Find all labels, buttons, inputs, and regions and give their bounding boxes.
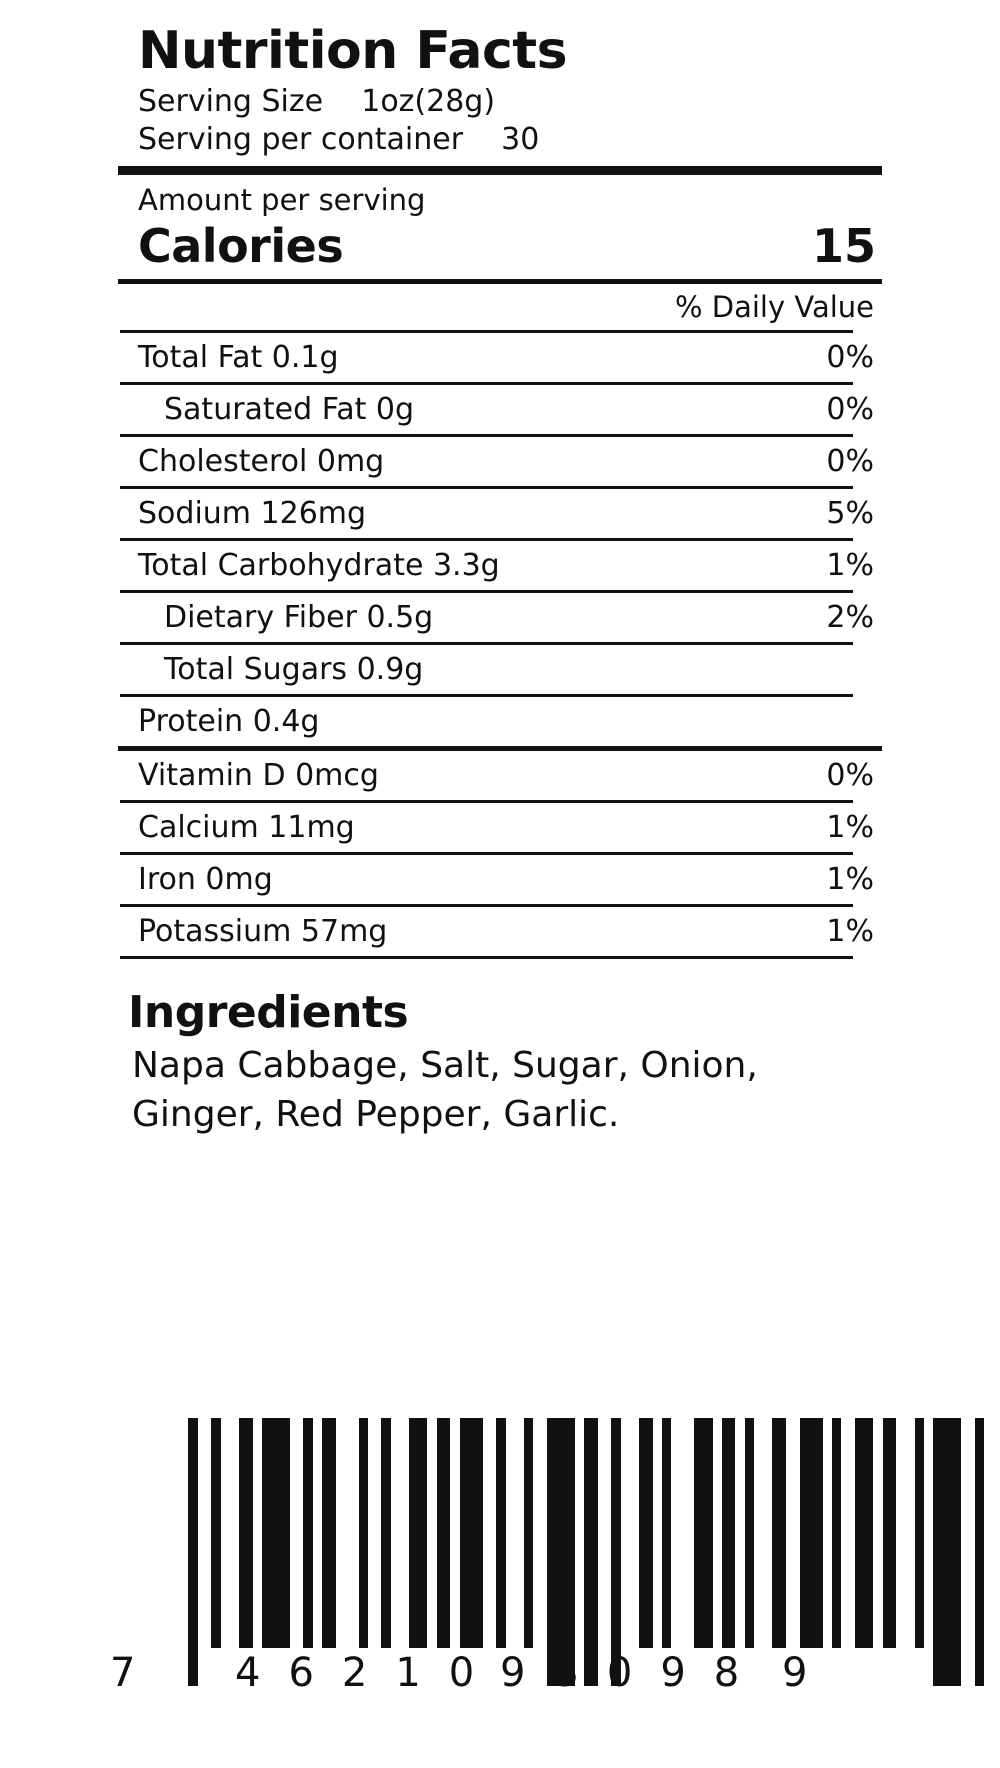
table-row [118, 645, 882, 694]
divider-thick-top [118, 166, 882, 175]
page-title: Nutrition Facts [138, 21, 568, 81]
table-row [118, 593, 882, 642]
nutrient-dv: 0% [826, 340, 874, 376]
barcode-left-group: 46210 [235, 1650, 503, 1696]
nutrient-name: Dietary Fiber 0.5g [164, 600, 434, 636]
barcode-trail-digit: 9 [782, 1650, 808, 1696]
table-row [118, 489, 882, 538]
calories-value: 15 [811, 219, 876, 274]
barcode [110, 1418, 890, 1718]
nutrient-dv: 0% [826, 392, 874, 428]
servings-per-container-text: Serving per container 30 [138, 121, 540, 157]
nutrient-name: Total Fat 0.1g [138, 340, 339, 376]
nutrient-dv: 1% [826, 862, 874, 898]
nutrient-name: Vitamin D 0mcg [138, 758, 379, 794]
nutrient-name: Saturated Fat 0g [164, 392, 415, 428]
nutrient-name: Potassium 57mg [138, 914, 388, 950]
nutrient-dv: 0% [826, 758, 874, 794]
table-row [118, 907, 882, 956]
nutrient-name: Iron 0mg [138, 862, 273, 898]
nutrient-dv: 5% [826, 496, 874, 532]
table-row [118, 541, 882, 590]
nutrient-name: Calcium 11mg [138, 810, 355, 846]
barcode-bars [170, 1418, 984, 1648]
nutrient-name: Cholesterol 0mg [138, 444, 385, 480]
amount-per-serving-label: Amount per serving [138, 183, 426, 218]
nutrient-name: Protein 0.4g [138, 704, 320, 740]
table-row [118, 855, 882, 904]
table-row [118, 437, 882, 486]
table-row [118, 751, 882, 800]
nutrient-dv: 0% [826, 444, 874, 480]
table-row [118, 333, 882, 382]
nutrient-name: Sodium 126mg [138, 496, 367, 532]
daily-value-header: % Daily Value [674, 290, 874, 325]
table-row [118, 385, 882, 434]
table-row [118, 697, 882, 746]
nutrient-name: Total Carbohydrate 3.3g [138, 548, 500, 584]
nutrient-dv: 1% [826, 548, 874, 584]
ingredients-title: Ingredients [128, 987, 409, 1039]
nutrient-name: Total Sugars 0.9g [164, 652, 424, 688]
calories-label: Calories [138, 219, 344, 274]
barcode-right-group: 93098 [500, 1650, 768, 1696]
nutrient-dv: 2% [826, 600, 874, 636]
table-row [118, 803, 882, 852]
nutrient-dv: 1% [826, 914, 874, 950]
nutrient-dv: 1% [826, 810, 874, 846]
serving-size-text: Serving Size 1oz(28g) [138, 83, 496, 119]
calories-row [118, 219, 882, 279]
barcode-lead-digit: 7 [110, 1650, 136, 1696]
nutrition-facts-panel [118, 21, 882, 1140]
ingredients-text: Napa Cabbage, Salt, Sugar, Onion, Ginger, Red Pepper, Garlic. [132, 1045, 758, 1135]
